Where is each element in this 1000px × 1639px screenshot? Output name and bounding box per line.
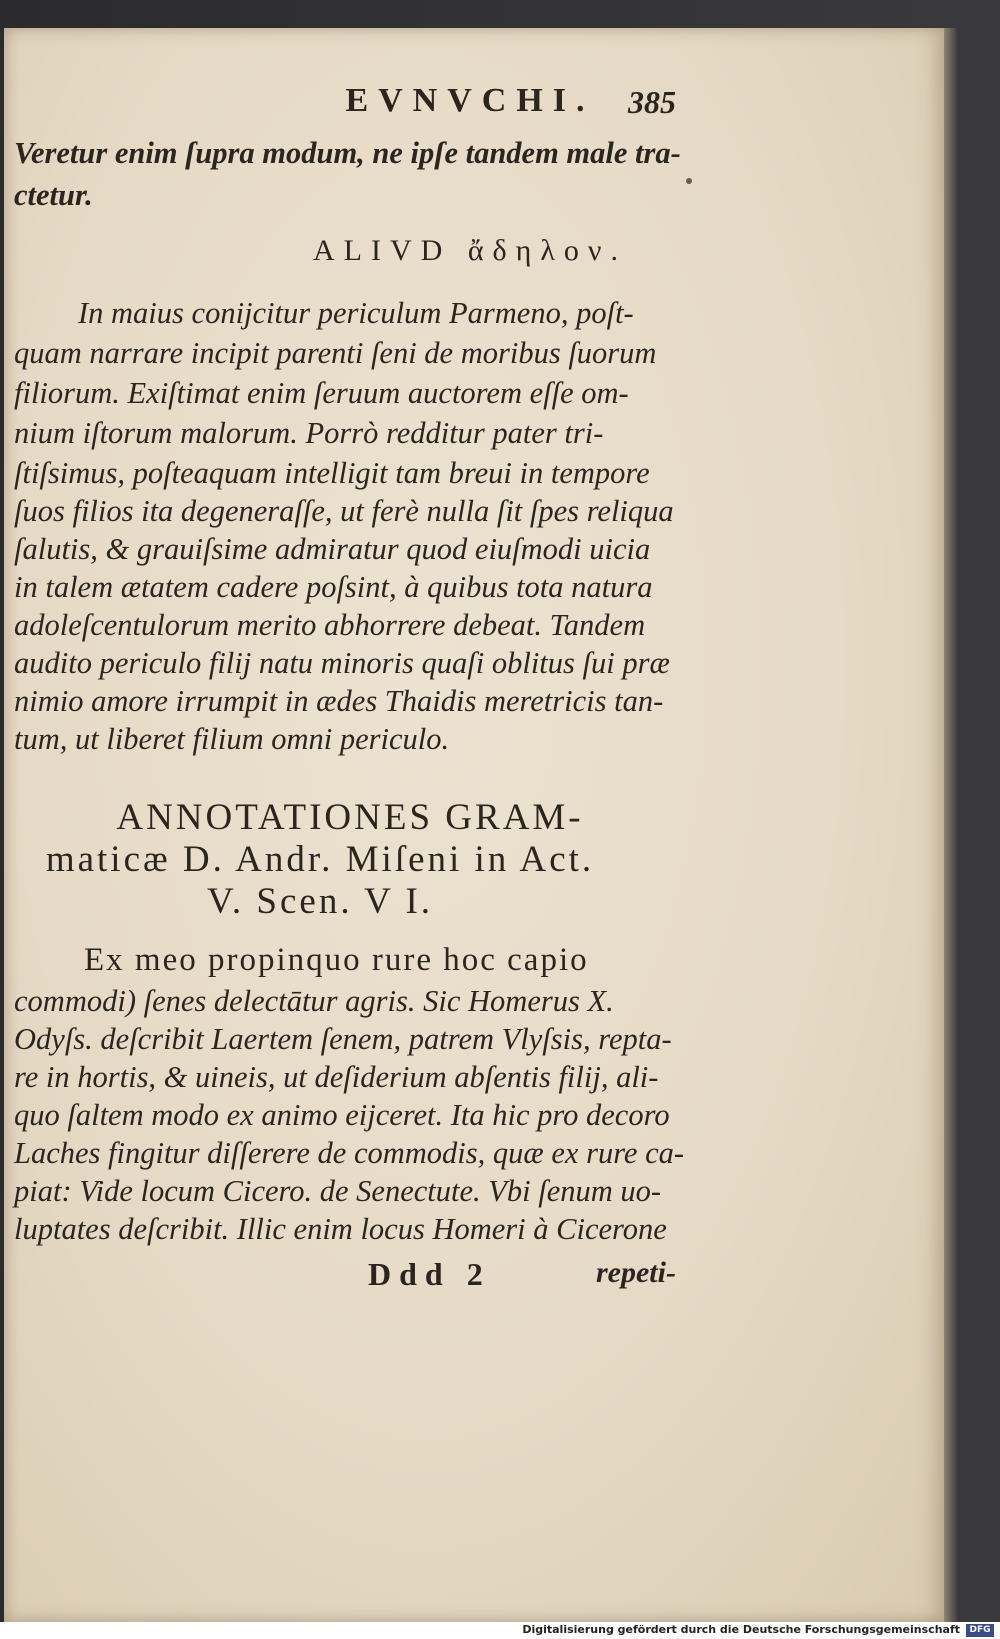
paragraph-line: filiorum. Exiſtimat enim ſeruum auctorem eſſe om-	[14, 376, 629, 410]
annotation-line: luptates deſcribit. Illic enim locus Homeri à Cicerone	[14, 1212, 667, 1246]
annotation-line: Ex meo propinquo rure hoc capio	[84, 942, 589, 978]
annotation-heading: maticæ D. Andr. Miſeni in Act.	[45, 839, 595, 880]
paragraph-line: nimio amore irrumpit in ædes Thaidis meretricis tan-	[14, 684, 664, 718]
signature-mark: Ddd 2	[368, 1256, 491, 1292]
paragraph-line: adoleſcentulorum merito abhorrere debeat. Tandem	[14, 608, 646, 642]
annotation-line: piat: Vide locum Cicero. de Senectute. Vbi ſenum uo-	[14, 1174, 662, 1208]
annotation-line: Odyſs. deſcribit Laertem ſenem, patrem Vlyſsis, repta-	[14, 1022, 672, 1056]
annotation-heading: V. Scen. V I.	[206, 881, 434, 922]
annotation-line: re in hortis, & uineis, ut deſiderium abſentis filij, ali-	[14, 1060, 659, 1094]
page-edge	[944, 28, 958, 1622]
paragraph-line: nium iſtorum malorum. Porrò redditur pater tri-	[14, 416, 604, 450]
paragraph-line: audito periculo filij natu minoris quaſi oblitus ſui præ	[14, 646, 670, 680]
annotation-heading: ANNOTATIONES GRAM-	[116, 797, 584, 838]
paragraph-line: in talem ætatem cadere poſsint, à quibus tota natura	[14, 570, 653, 604]
section-heading-aliud: ALIVD ἄδηλον.	[313, 234, 627, 267]
opening-line: ctetur.	[14, 178, 93, 212]
paragraph-line: In maius conijcitur periculum Parmeno, poſt-	[78, 296, 634, 330]
paragraph-line: ſuos filios ita degeneraſſe, ut ferè nulla ſit ſpes reliqua	[14, 494, 674, 528]
opening-line: Veretur enim ſupra modum, ne ipſe tandem male tra-	[14, 136, 681, 170]
paragraph-line: quam narrare incipit parenti ſeni de moribus ſuorum	[14, 336, 657, 370]
footer-credit: Digitalisierung gefördert durch die Deutsche Forschungsgemeinschaft	[522, 1623, 960, 1636]
paper-speck	[686, 178, 692, 184]
paragraph-line: tum, ut liberet filium omni periculo.	[14, 722, 450, 756]
annotation-line: Laches fingitur diſſerere de commodis, quæ ex rure ca-	[14, 1136, 685, 1170]
paragraph-line: ſtiſsimus, poſteaquam intelligit tam breui in tempore	[14, 456, 650, 490]
annotation-line: quo ſaltem modo ex animo eijceret. Ita hic pro decoro	[14, 1098, 670, 1132]
paragraph-line: ſalutis, & grauiſsime admiratur quod eiuſmodi uicia	[14, 532, 651, 566]
dfg-logo-icon: DFG	[966, 1624, 994, 1637]
annotation-line: commodi) ſenes delectātur agris. Sic Homerus X.	[14, 984, 614, 1018]
catchword: repeti-	[596, 1256, 676, 1289]
running-head: EVNVCHI.	[345, 82, 595, 119]
page-number: 385	[628, 84, 676, 120]
